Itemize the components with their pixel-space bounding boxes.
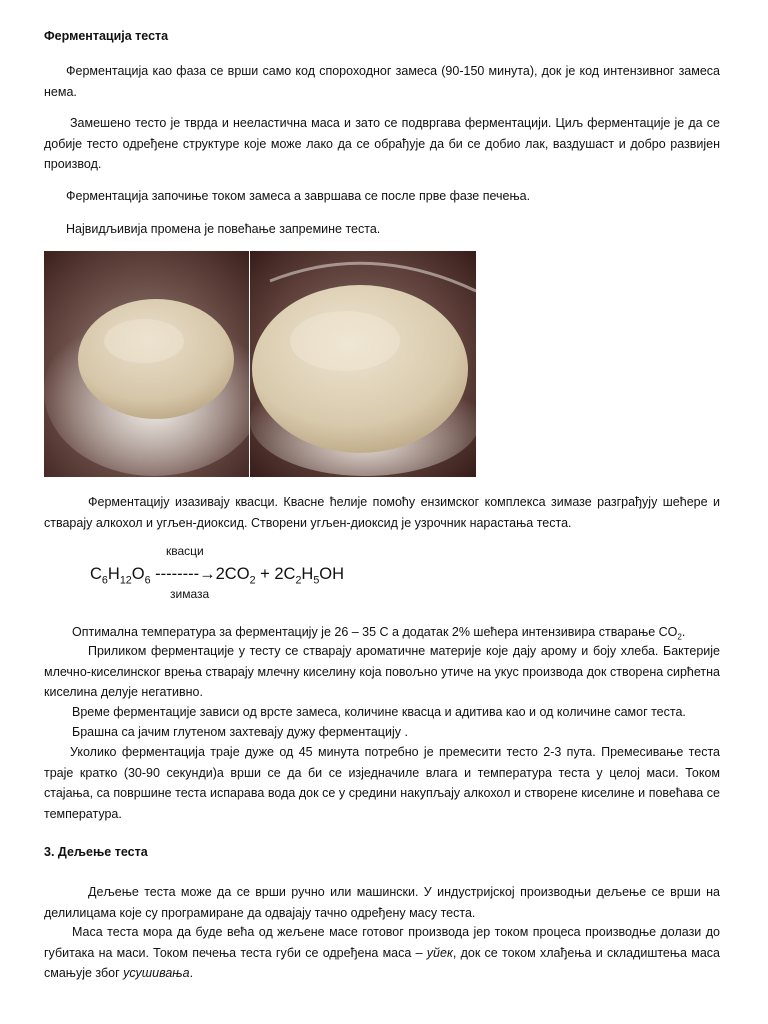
paragraph-volume: Највидљивија промена је повећање запремине теста.	[66, 222, 381, 236]
paragraph-mass-loss: Маса теста мора да буде већа од жељене масе готовог производа јер током процеса производње долази до губитака на маси. Током печења теста губи се одређена маса – уйек, док се током хлађења и складиштења маса смањује због усушивања.	[44, 925, 720, 980]
equation-enzyme-label: зимаза	[170, 587, 210, 601]
paragraph-time: Време ферментације зависи од врсте замеса, количине квасца и адитива као и од количине самог теста.	[72, 705, 686, 719]
heading-fermentation: Ферментација теста	[44, 29, 169, 43]
dough-before-photo	[44, 251, 249, 477]
paragraph-aroma: Приликом ферментације у тесту се стварају ароматичне материје које дају арому и боју хлеба. Бактерије млечно-киселинског врења стварају млечну киселину која повољно утиче на укус производа док створена сирћетна киселина делује негативно.	[44, 644, 720, 699]
paragraph-remixing: Уколико ферментација траје дуже од 45 минута потребно је премесити тесто 2-3 пута. Премесивање теста траје кратко (30-90 секунди)а врши се да би се изједначиле влага и температура теста у целој маси. Током стајања, са површине теста испарава вода док се у средини накупљају алкохол и створене киселине и повећава се температура.	[44, 745, 720, 821]
dough-photos	[44, 251, 476, 477]
paragraph-division: Дељење теста може да се врши ручно или машински. У индустријској производњи дељење се врши на делилицама које су програмиране да одвајају тачно одређену масу теста.	[44, 885, 720, 920]
paragraph-intro: Ферментација као фаза се врши само код спороходног замеса (90-150 минута), док је код интензивног замеса нема.	[44, 64, 720, 99]
paragraph-purpose: Замешено тесто је тврда и нееластична маса и зато се подвргава ферментацији. Циљ ферментације је да се добије тесто одређене структуре које може лако да се обрађује да би се добио лак, ваздушаст и добро развијен производ.	[44, 116, 720, 171]
paragraph-gluten: Брашна са јачим глутеном захтевају дужу ферментацију .	[72, 725, 408, 739]
paragraph-temperature: Оптимална температура за ферментацију је 26 – 35 С а додатак 2% шећера интензивира стварање $CO_2$.	[72, 625, 686, 642]
fermentation-equation	[90, 544, 410, 608]
heading-division: 3. Дељење теста	[44, 845, 148, 859]
equation-formula: $C_6H_{12}O_6$ $--------\to 2CO_2 + 2C_2H_5OH$	[90, 565, 345, 587]
equation-catalyst-label: квасци	[166, 544, 204, 558]
paragraph-yeast: Ферментацију изазивају квасци. Квасне ћелије помоћу ензимског комплекса зимазе разграђују шећере и стварају алкохол и угљен-диоксид. Створени угљен-диоксид је узрочник нарастања теста.	[44, 495, 720, 530]
dough-after-photo	[250, 251, 476, 477]
paragraph-start: Ферментација започиње током замеса а завршава се после прве фазе печења.	[66, 189, 531, 203]
equation-arrow: --------→	[155, 565, 216, 583]
